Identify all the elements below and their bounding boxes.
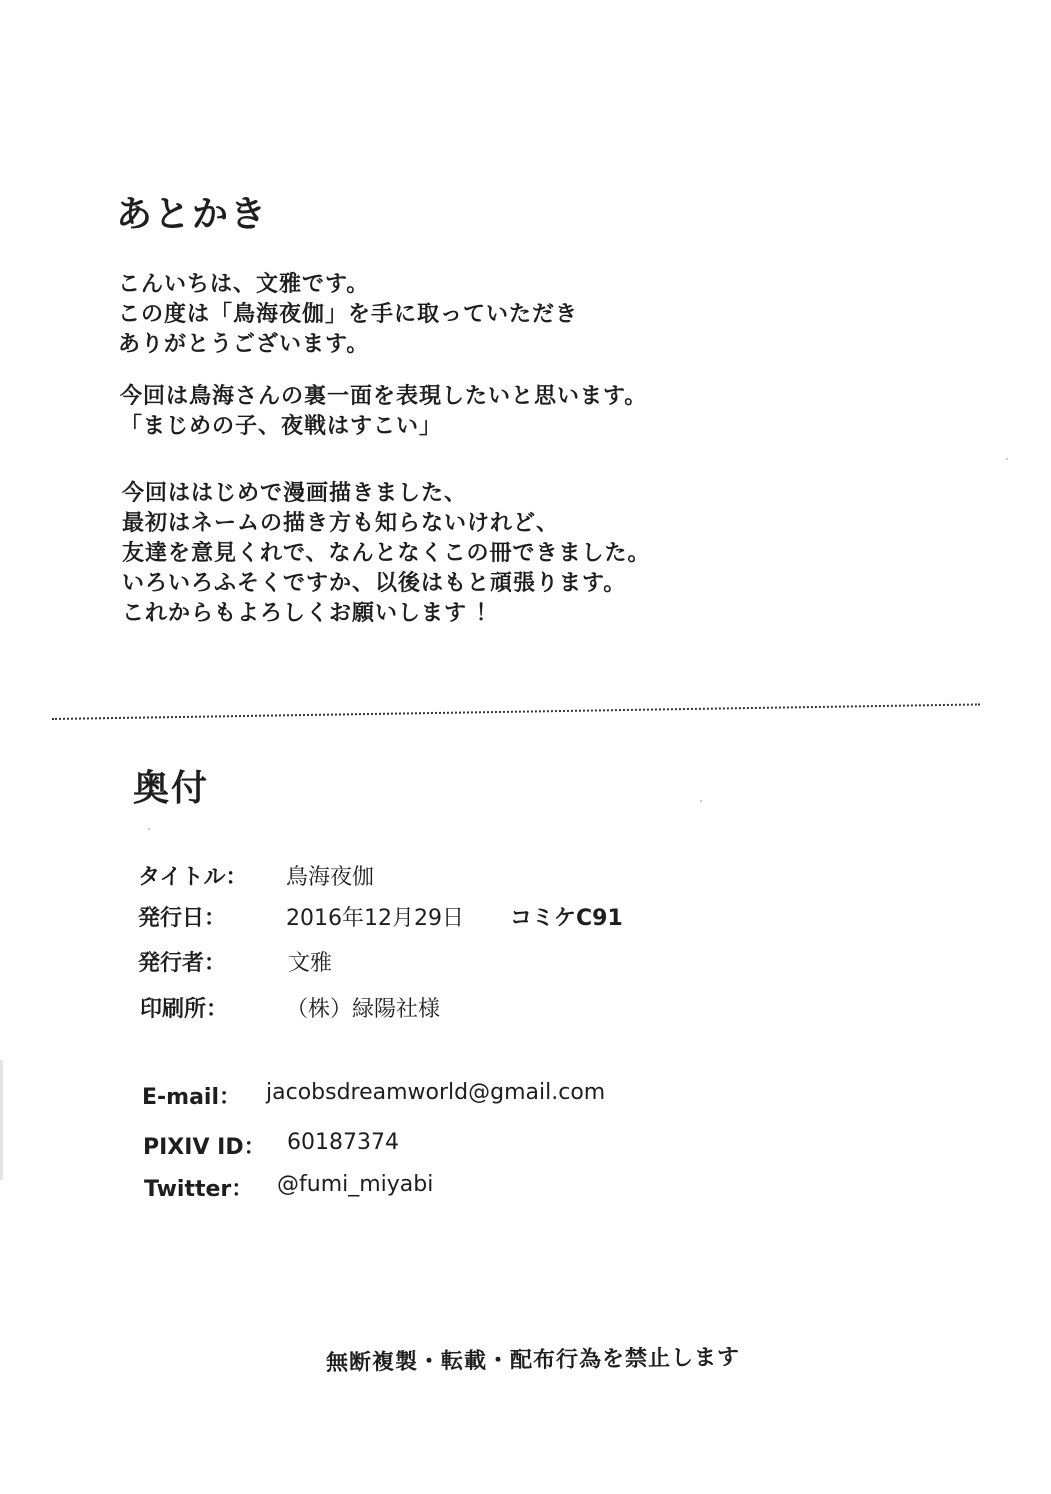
date-value: 2016年12月29日 [286,906,464,931]
afterword-heading: あとかき [116,194,269,235]
afterword-paragraph-greeting [118,270,578,360]
pixiv-label: PIXIV ID： [143,1135,266,1160]
colophon-heading: 奥付 [133,768,210,809]
email-label: E-mail： [142,1085,242,1110]
afterword-line: 「まじめの子、夜戦はすこい」 [120,414,443,439]
title-label: タイトル： [138,865,248,890]
publisher-value: 文雅 [288,951,333,976]
printer-label: 印刷所： [140,997,229,1022]
email-value: jacobsdreamworld@gmail.com [266,1080,606,1105]
twitter-label: Twitter： [144,1177,254,1202]
afterword-line: 今回は鳥海さんの裏一面を表現したいと思います。 [120,384,648,409]
title-value: 鳥海夜伽 [286,865,375,890]
event-name: コミケC91 [510,906,623,931]
copyright-notice: 無断複製・転載・配布行為を禁止します [325,1345,741,1376]
afterword-line: ありがとうございます。 [118,332,370,357]
afterword-line: これからもよろしくお願いします ！ [122,601,499,626]
afterword-line: 友達を意見くれで、なんとなくこの冊できました。 [122,541,651,566]
afterword-line: こんいちは、文雅です。 [118,272,370,297]
afterword-line: 最初はネームの描き方も知らないけれど、 [122,511,560,536]
afterword-paragraph-closing [122,479,651,629]
paper-speck [1006,458,1008,460]
pixiv-value: 60187374 [287,1130,399,1155]
paper-edge-mark [0,1060,3,1180]
afterword-line: この度は「鳥海夜伽」を手に取っていただき [118,302,579,327]
printer-value: （株）緑陽社様 [286,997,441,1022]
afterword-paragraph-theme [120,382,647,442]
date-label: 発行日： [138,906,227,931]
section-divider [52,703,980,720]
publisher-label: 発行者： [138,951,227,976]
paper-speck [148,828,150,830]
paper-speck [700,800,702,802]
afterword-line: いろいろふそくですか、以後はもと頑張ります。 [122,571,627,596]
twitter-value: @fumi_miyabi [277,1172,434,1197]
afterword-line: 今回ははじめで漫画描きました、 [122,481,468,506]
